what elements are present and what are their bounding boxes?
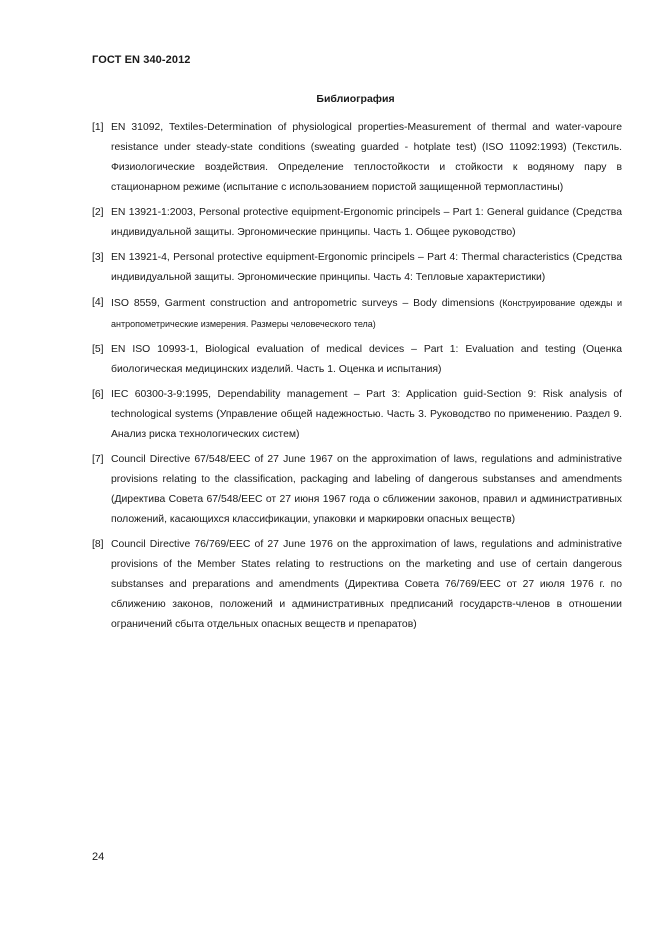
bibliography-list	[92, 118, 622, 640]
entry-text: Council Directive 67/548/EEC of 27 June 1967 on the approximation of laws, regulations and administrative provisions relating to the classification, packaging and labeling of dangerous substanses and amendments (Директива Совета 67/548/ЕЕС от 27 июня 1967 года о сближении законов, правил и административных положений, касающихся классификации, упаковки и маркировки опасных веществ)	[111, 454, 622, 525]
entry-number: [6]	[92, 389, 104, 400]
entry-text: EN 13921-1:2003, Personal protective equipment-Ergonomic principels – Part 1: General guidance (Средства индивидуальной защиты. Эргономические принципы. Часть 1. Общее руководство)	[111, 207, 622, 238]
bibliography-entry	[92, 293, 622, 335]
entry-number: [5]	[92, 344, 104, 355]
bibliography-entry	[92, 248, 622, 288]
entry-number: [7]	[92, 454, 104, 465]
bibliography-entry	[92, 340, 622, 380]
entry-number: [2]	[92, 207, 104, 218]
bibliography-entry	[92, 535, 622, 635]
entry-number: [1]	[92, 122, 104, 133]
page-number: 24	[92, 851, 105, 863]
bibliography-entry	[92, 203, 622, 243]
entry-text: IEC 60300-3-9:1995, Dependability management – Part 3: Application guid-Section 9: Risk analysis of technological systems (Управление общей надежностью. Часть 3. Руководство по применению. Раздел 9. Анализ риска технологических систем)	[111, 389, 622, 440]
entry-text: EN ISO 10993-1, Biological evaluation of medical devices – Part 1: Evaluation and testing (Оценка биологическая медицинских изделий. Часть 1. Оценка и испытания)	[111, 344, 622, 375]
entry-text: EN 13921-4, Personal protective equipment-Ergonomic principels – Part 4: Thermal characteristics (Средства индивидуальной защиты. Эргономические принципы. Часть 4: Тепловые характеристики)	[111, 252, 622, 283]
bibliography-entry	[92, 118, 622, 198]
entry-number: [3]	[92, 252, 104, 263]
bibliography-entry	[92, 385, 622, 445]
entry-text: ISO 8559, Garment construction and antropometric surveys – Body dimensions	[111, 298, 495, 309]
bibliography-entry	[92, 450, 622, 530]
entry-text: EN 31092, Textiles-Determination of physiological properties-Measurement of thermal and water-vapoure resistance under steady-state conditions (sweating guarded - hotplate test) (ISO 11092:1993) (Текстиль. Физиологические воздействия. Определение теплостойкости и стойкости к водяному пару в стационарном режиме (испытание с использованием пористой защищенной термопластины)	[111, 122, 622, 193]
bibliography-title: Библиография	[316, 93, 395, 105]
entry-number: [8]	[92, 539, 104, 550]
document-code-header: ГОСТ EN 340-2012	[92, 54, 191, 66]
entry-number: [4]	[92, 297, 104, 308]
entry-text: Council Directive 76/769/EEC of 27 June 1976 on the approximation of laws, regulations and administrative provisions of the Member States relating to restructions on the marketing and use of certain dangerous substanses and preparations and amendments (Директива Совета 76/769/ЕЕС от 27 июля 1976 г. по сближению законов, положений и административных предписаний государств-членов в отношении ограничений сбыта отдельных опасных веществ и препаратов)	[111, 539, 622, 630]
entry-text-translation: (Конструирование одежды и антропометрические измерения. Размеры человеческого тела)	[111, 298, 623, 329]
